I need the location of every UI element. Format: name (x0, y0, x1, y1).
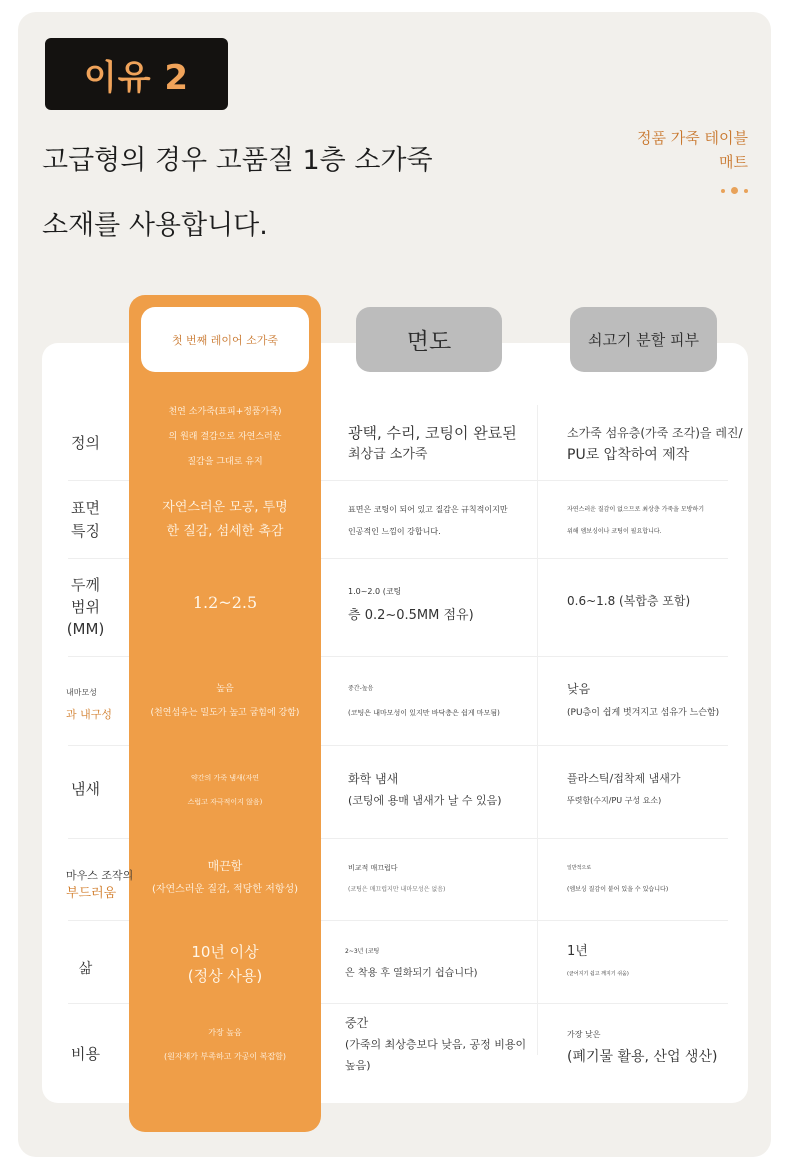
highlight-cell-surface: 자연스러운 모공, 투명 한 질감, 섬세한 촉감 (162, 500, 288, 539)
col3-cell-life: 1년 (균어지기 쉽고 깨지기 쉬움) (567, 944, 629, 977)
reason-badge: 이유 2 (45, 38, 228, 110)
headline-line-1: 고급형의 경우 고품질 1층 소가죽 (42, 145, 433, 176)
highlight-cell-cost: 가장 높음 (원자재가 부족하고 가공이 복잡함) (163, 1028, 287, 1061)
col2-cell-cost: 중간 (가죽의 최상층보다 낮음, 공정 비용이 높음) (345, 1015, 527, 1072)
col3-cell-mouse: 일반적으로 (엠보싱 질감이 붙어 있을 수 있습니다) (567, 865, 669, 893)
col2-cell-surface: 표면은 코팅이 되어 있고 질감은 규칙적이지만 인공적인 느낌이 강합니다. (348, 505, 508, 536)
row-label-durability: 내마모성 과 내구성 (66, 688, 113, 721)
col2-cell-life: 2~3년 (코팅 은 착용 후 열화되기 쉽습니다) (345, 948, 478, 979)
row-label-mouse: 마우스 조작의 부드러움 (66, 869, 134, 901)
highlight-cell-mouse: 매끈함 (자연스러운 질감, 적당한 저항성) (151, 859, 299, 895)
highlight-column-header: 첫 번째 레이어 소가죽 (141, 307, 309, 372)
col3-cell-thickness: 0.6~1.8 (복합층 포함) (567, 593, 691, 608)
col3-cell-smell: 플라스틱/접착제 냄새가 뚜렷함(수지/PU 구성 요소) (567, 772, 681, 805)
col2-cell-mouse: 비교적 매끄럽다 (코팅은 매끄럽지만 내마모성은 없음) (348, 864, 446, 893)
row-label-cost: 비용 (71, 1044, 100, 1063)
col2-cell-thickness: 1.0~2.0 (코팅 층 0.2~0.5MM 점유) (348, 587, 474, 623)
dot-icon (721, 189, 725, 193)
col3-cell-surface: 자연스러운 질감이 없으므로 최상층 가죽을 모방하기 위해 엠보싱이나 코팅이 필요합니다. (567, 506, 705, 535)
dot-active-icon (731, 187, 738, 194)
side-note-line-1: 정품 가죽 테이블 (637, 129, 748, 147)
side-note (598, 126, 748, 174)
headline-line-2: 소재를 사용합니다. (42, 210, 268, 241)
col3-cell-definition: 소가죽 섬유층(가죽 조각)을 레진/ PU로 압착하여 제작 (567, 426, 743, 463)
pagination-dots (721, 187, 748, 194)
side-note-line-2: 매트 (719, 153, 748, 171)
dot-icon (744, 189, 748, 193)
col3-header: 쇠고기 분할 피부 (570, 307, 717, 372)
col2-cell-smell: 화학 냄새 (코팅에 용매 냄새가 날 수 있음) (348, 772, 502, 807)
col3-cell-durability: 낮음 (PU층이 쉽게 벗겨지고 섬유가 느슨함) (567, 682, 720, 718)
row-label-definition: 정의 (71, 434, 100, 452)
highlight-cell-life: 10년 이상 (정상 사용) (187, 943, 263, 985)
highlight-cell-definition: 천연 소가죽(표피+정품가죽) 의 원래 결감으로 자연스러운 질감을 그대로 유지 (168, 407, 282, 467)
highlight-cell-durability: 높음 (천연섬유는 밀도가 높고 굽힘에 강함) (150, 684, 300, 718)
highlight-cell-thickness: 1.2~2.5 (192, 592, 258, 612)
column-divider (537, 405, 538, 1055)
row-label-thickness: 두께 범위 (MM) (66, 576, 105, 638)
highlight-cell-smell: 약간의 가죽 냄새(자연 스럽고 자극적이지 않음) (187, 774, 263, 806)
row-label-life: 삶 (78, 961, 93, 977)
col3-cell-cost: 가장 낮은 (폐기물 활용, 산업 생산) (567, 1030, 718, 1065)
row-label-surface: 표면 특징 (71, 499, 100, 540)
row-label-smell: 냄새 (71, 779, 100, 798)
col2-header: 면도 (356, 307, 502, 372)
col2-cell-definition: 광택, 수리, 코팅이 완료된 최상급 소가죽 (348, 424, 517, 462)
col2-cell-durability: 중간-높음 (코팅은 내마모성이 있지만 바닥층은 쉽게 마모됨) (348, 685, 500, 717)
